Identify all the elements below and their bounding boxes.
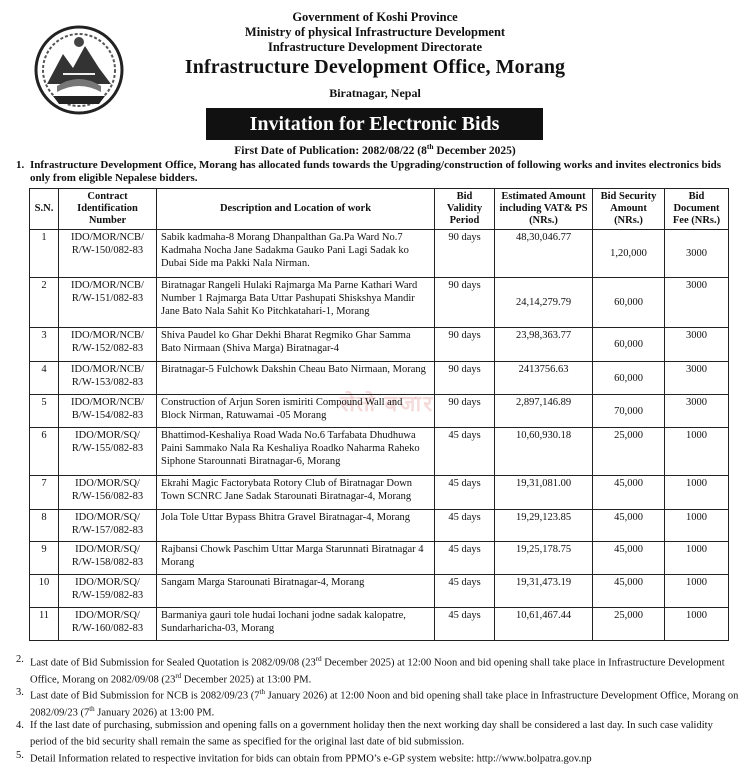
cell-description: Bhattimod-Keshaliya Road Wada No.6 Tarfabata Dhudhuwa Paini Sammako Nala Ra Keshaliya Roadko Naharma Raheko Siphone Starounnati Biratnagar-6, Morang <box>157 428 435 476</box>
table-row <box>30 230 729 278</box>
contract-line1: IDO/MOR/NCB/ <box>71 364 144 375</box>
contract-line1: IDO/MOR/SQ/ <box>75 512 140 523</box>
cell-validity: 90 days <box>435 278 495 328</box>
cell-validity: 45 days <box>435 608 495 641</box>
cell-validity: 90 days <box>435 328 495 362</box>
cell-contract <box>59 428 157 476</box>
cell-validity: 45 days <box>435 575 495 608</box>
cell-security: 60,000 <box>593 362 665 395</box>
cell-description: Biratnagar-5 Fulchowk Dakshin Cheau Bato Nirmaan, Morang <box>157 362 435 395</box>
cell-sn: 2 <box>30 278 59 328</box>
cell-fee: 1000 <box>665 428 729 476</box>
cell-estimate: 24,14,279.79 <box>495 278 593 328</box>
table-row <box>30 328 729 362</box>
cell-contract <box>59 510 157 542</box>
cell-estimate: 23,98,363.77 <box>495 328 593 362</box>
cell-fee: 3000 <box>665 328 729 362</box>
contract-line2: R/W-159/082-83 <box>71 590 144 601</box>
cell-fee: 3000 <box>665 230 729 278</box>
contract-line1: IDO/MOR/NCB/ <box>71 330 144 341</box>
contract-line2: R/W-157/082-83 <box>71 525 144 536</box>
cell-validity: 45 days <box>435 542 495 575</box>
intro-number: 1. <box>16 159 25 171</box>
bids-table <box>29 188 729 641</box>
table-row <box>30 510 729 542</box>
header-contract: Contract Identification Number <box>59 189 157 230</box>
contract-line1: IDO/MOR/NCB/ <box>71 232 144 243</box>
cell-contract <box>59 278 157 328</box>
cell-sn: 6 <box>30 428 59 476</box>
contract-line2: R/W-153/082-83 <box>71 377 144 388</box>
cell-fee: 1000 <box>665 575 729 608</box>
cell-sn: 5 <box>30 395 59 428</box>
cell-sn: 4 <box>30 362 59 395</box>
cell-description: Sangam Marga Starounati Biratnagar-4, Morang <box>157 575 435 608</box>
cell-estimate: 2413756.63 <box>495 362 593 395</box>
cell-fee: 3000 <box>665 278 729 328</box>
cell-estimate: 10,61,467.44 <box>495 608 593 641</box>
nepal-emblem-logo <box>33 24 125 116</box>
contract-line2: R/W-151/082-83 <box>71 293 144 304</box>
cell-security: 60,000 <box>593 278 665 328</box>
note-item: 2. Last date of Bid Submission for Sealed Quotation is 2082/09/08 (23rd December 2025) at 12:00 Noon and bid opening shall take place in Infrastructure Development Office, Morang on 2082/09/08 (23rd December 2025) at 13:00 PM. <box>16 654 725 685</box>
note-item: 4. If the last date of purchasing, submission and opening falls on a government holiday then the next working day shall be considered a last day. In such case validity period of the bid security shall remain the same as specified for the original last date of bid submission. <box>16 720 713 748</box>
government-line: Government of Koshi Province <box>292 10 458 24</box>
cell-sn: 3 <box>30 328 59 362</box>
cell-description: Construction of Arjun Soren ismiriti Compound Wall and Block Nirman, Ratuwamai -05 Morang <box>157 395 435 428</box>
cell-sn: 10 <box>30 575 59 608</box>
cell-estimate: 48,30,046.77 <box>495 230 593 278</box>
publication-date: First Date of Publication: 2082/08/22 (8th December 2025) <box>234 142 516 157</box>
cell-security: 45,000 <box>593 476 665 510</box>
cell-security: 45,000 <box>593 510 665 542</box>
cell-description: Shiva Paudel ko Ghar Dekhi Bharat Regmiko Ghar Samma Bato Nirmaan (Shiva Marga) Biratnagar-4 <box>157 328 435 362</box>
contract-line1: IDO/MOR/NCB/ <box>71 397 144 408</box>
note-item: 3. Last date of Bid Submission for NCB is 2082/09/23 (7th January 2026) at 12:00 Noon and bid opening shall take place in Infrastructure Development Office, Morang on 2082/09/23 (7th January 2026) at 13:00 PM. <box>16 687 739 718</box>
note-number: 5. <box>16 749 24 761</box>
document-title-banner: Invitation for Electronic Bids <box>206 108 543 140</box>
contract-line2: B/W-154/082-83 <box>71 410 144 421</box>
cell-description: Sabik kadmaha-8 Morang Dhanpalthan Ga.Pa Ward No.7 Kadmaha Nocha Jane Sadakma Gauko Pani Lagi Sadak ko Dubai Side ma Pakki Nala Nirman. <box>157 230 435 278</box>
cell-description: Ekrahi Magic Factorybata Rotory Club of Biratnagar Down Town SCNRC Jane Sadak Starounati Biratnagar-4, Morang <box>157 476 435 510</box>
cell-validity: 90 days <box>435 230 495 278</box>
cell-validity: 90 days <box>435 395 495 428</box>
cell-contract <box>59 395 157 428</box>
table-row <box>30 278 729 328</box>
cell-sn: 1 <box>30 230 59 278</box>
cell-validity: 90 days <box>435 362 495 395</box>
cell-sn: 8 <box>30 510 59 542</box>
header-validity: Bid Validity Period <box>435 189 495 230</box>
cell-estimate: 19,25,178.75 <box>495 542 593 575</box>
cell-security: 45,000 <box>593 575 665 608</box>
contract-line1: IDO/MOR/SQ/ <box>75 544 140 555</box>
cell-estimate: 19,31,081.00 <box>495 476 593 510</box>
cell-security: 45,000 <box>593 542 665 575</box>
cell-description: Barmaniya gauri tole hudai lochani jodne sadak kalopatre, Sundarharicha-03, Morang <box>157 608 435 641</box>
contract-line2: R/W-160/082-83 <box>71 623 144 634</box>
intro-text: Infrastructure Development Office, Morang has allocated funds towards the Upgrading/construction of following works and invites electronics bids only from eligible Nepalese bidders. <box>30 159 722 184</box>
cell-contract <box>59 362 157 395</box>
header-estimate: Estimated Amount including VAT& PS (NRs.) <box>495 189 593 230</box>
contract-line1: IDO/MOR/NCB/ <box>71 280 144 291</box>
cell-validity: 45 days <box>435 476 495 510</box>
cell-contract <box>59 575 157 608</box>
contract-line1: IDO/MOR/SQ/ <box>75 478 140 489</box>
table-row <box>30 428 729 476</box>
cell-fee: 1000 <box>665 476 729 510</box>
table-row <box>30 362 729 395</box>
note-number: 4. <box>16 720 24 731</box>
cell-estimate: 19,31,473.19 <box>495 575 593 608</box>
cell-validity: 45 days <box>435 428 495 476</box>
table-row <box>30 575 729 608</box>
office-location: Biratnagar, Nepal <box>329 86 421 100</box>
cell-estimate: 19,29,123.85 <box>495 510 593 542</box>
table-row <box>30 395 729 428</box>
note-number: 2. <box>16 654 24 665</box>
cell-fee: 3000 <box>665 362 729 395</box>
table-row <box>30 542 729 575</box>
cell-sn: 11 <box>30 608 59 641</box>
contract-line2: R/W-152/082-83 <box>71 343 144 354</box>
cell-security: 25,000 <box>593 608 665 641</box>
contract-line2: R/W-155/082-83 <box>71 443 144 454</box>
header-description: Description and Location of work <box>157 189 435 230</box>
cell-estimate: 2,897,146.89 <box>495 395 593 428</box>
contract-line1: IDO/MOR/SQ/ <box>75 577 140 588</box>
cell-description: Rajbansi Chowk Paschim Uttar Marga Starunnati Biratnagar 4 Morang <box>157 542 435 575</box>
cell-fee: 1000 <box>665 542 729 575</box>
header-fee: Bid Document Fee (NRs.) <box>665 189 729 230</box>
table-row <box>30 476 729 510</box>
cell-validity: 45 days <box>435 510 495 542</box>
cell-sn: 7 <box>30 476 59 510</box>
watermark: सेतो बजार <box>340 391 435 416</box>
cell-contract <box>59 608 157 641</box>
cell-contract <box>59 230 157 278</box>
cell-security: 1,20,000 <box>593 230 665 278</box>
office-title: Infrastructure Development Office, Morang <box>184 56 566 78</box>
contract-line1: IDO/MOR/SQ/ <box>75 430 140 441</box>
contract-line2: R/W-156/082-83 <box>71 491 144 502</box>
note-item: 5. Detail Information related to respective invitation for bids can obtain from PPMO’s e-GP system website: http://www.bolpatra.gov.np <box>16 749 592 764</box>
header-security: Bid Security Amount (NRs.) <box>593 189 665 230</box>
cell-security: 25,000 <box>593 428 665 476</box>
cell-security: 60,000 <box>593 328 665 362</box>
contract-line1: IDO/MOR/SQ/ <box>75 610 140 621</box>
contract-line2: R/W-150/082-83 <box>71 245 144 256</box>
cell-sn: 9 <box>30 542 59 575</box>
cell-fee: 1000 <box>665 510 729 542</box>
intro-paragraph <box>16 159 738 185</box>
header-sn: S.N. <box>30 189 59 230</box>
table-row <box>30 608 729 641</box>
cell-contract <box>59 542 157 575</box>
notes-section <box>16 653 740 765</box>
contract-line2: R/W-158/082-83 <box>71 557 144 568</box>
cell-description: Biratnagar Rangeli Hulaki Rajmarga Ma Parne Kathari Ward Number 1 Rajmarga Bata Uttar Pashupati Shiskshya Mandir Jane Bato Nala Sahit Ko Pitchkatahari-1, Morang <box>157 278 435 328</box>
note-number: 3. <box>16 687 24 698</box>
table-header-row <box>30 189 729 230</box>
directorate-line: Infrastructure Development Directorate <box>267 40 483 54</box>
cell-security: 70,000 <box>593 395 665 428</box>
cell-fee: 1000 <box>665 608 729 641</box>
cell-contract <box>59 328 157 362</box>
cell-fee: 3000 <box>665 395 729 428</box>
ministry-line: Ministry of physical Infrastructure Development <box>244 25 506 39</box>
cell-contract <box>59 476 157 510</box>
cell-estimate: 10,60,930.18 <box>495 428 593 476</box>
cell-description: Jola Tole Uttar Bypass Bhitra Gravel Biratnagar-4, Morang <box>157 510 435 542</box>
